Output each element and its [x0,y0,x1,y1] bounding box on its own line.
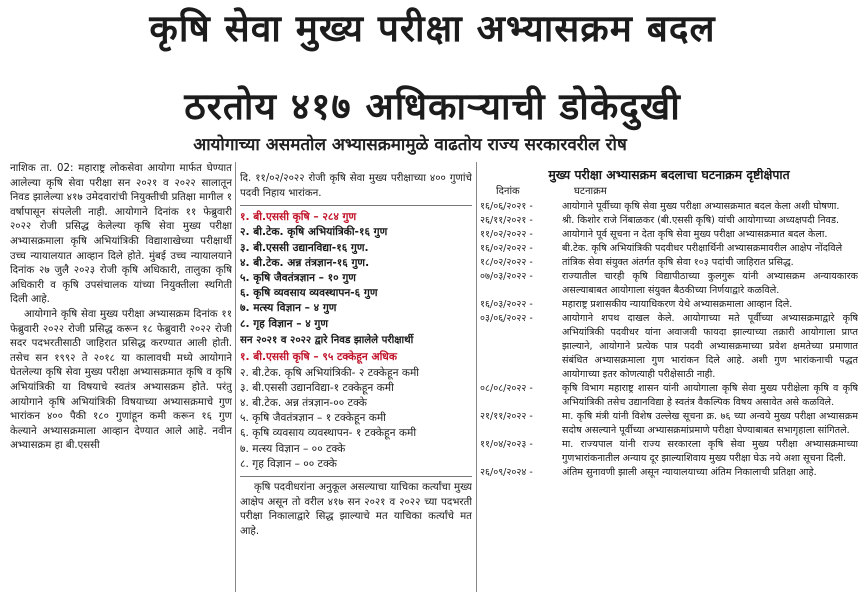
timeline-date: ०८/०८/२०२२ - [480,383,533,395]
weights-intro: दि. ११/०२/२०२२ रोजी कृषि सेवा मुख्य परीक्षाच्या ४०० गुणांचे पदवी निहाय भारांकन. [240,173,472,199]
timeline-event: राज्यातील चारही कृषि विद्यापीठाच्या कुलगुरू यांनी अभ्यासक्रम अन्यायकारक असल्याबाबत आयोगाला संयुक्त बैठकीच्या निर्णयाद्वारे कळविले. [562,271,858,297]
list-item: ६. कृषि व्यवसाय व्यवस्थापन-६ गुण [240,287,378,300]
column-divider [235,162,236,592]
column-divider [476,162,477,592]
timeline-date: १६/०२/२०२२ - [480,243,533,255]
timeline-entry [480,228,858,242]
weights-list [240,210,472,332]
timeline-event: आयोगाने पूर्व सूचना न देता कृषि सेवा मुख्य परीक्षा अभ्यासक्रमात बदल केला. [562,229,828,241]
timeline-event: मा. राज्यपाल यांनी राज्य सरकारला कृषि सेवा मुख्य परीक्षा अभ्यासक्रमाच्या गुणभारांकनातील अन्याय दूर झाल्याशिवाय मुख्य परीक्षा घेऊ नये अशा सूचना दिली. [562,439,858,465]
timeline-header-event: घटनाक्रम [574,185,607,197]
timeline-entry [480,410,858,438]
list-item: ७. मत्स्य विज्ञान – ४ गुण [240,302,337,315]
list-item: ८. गृह विज्ञान – ४ गुण [240,317,329,330]
timeline-entry [480,438,858,466]
timeline-date: ०३/०६/२०२२ - [480,313,533,325]
article-paragraph: कृषि पदवीधरांना अनुकूल असल्याचा याचिका कर्त्यांचा मुख्य आक्षेप असून तो वरील ४१७ सन २०२१ व २०२२ च्या पदभरती परीक्षा निकालाद्वारे सिद्ध झाल्याचे मत याचिका कर्त्यांचे मत आहे. [240,482,472,537]
timeline-event: तांत्रिक सेवा संयुक्त अंतर्गत कृषि सेवा १०३ पदांची जाहिरात प्रसिद्ध. [562,257,794,269]
timeline-event: मा. कृषि मंत्री यांनी विशेष उल्लेख सूचना क्र. ७६ च्या अन्वये मुख्य परीक्षा अभ्यासक्रम सदोष असल्याने पूर्वीच्या अभ्यासक्रमांप्रमाणे परीक्षा घेण्याबाबत सभागृहाला सांगितले. [562,411,858,437]
timeline-date: ११/०२/२०२२ - [480,229,533,241]
selected-heading: सन २०२१ व २०२२ द्वारे निवड झालेले परीक्षार्थी [240,334,414,346]
timeline-entry [480,200,858,214]
timeline-date: १६/०३/२०२२ - [480,299,533,311]
selected-list [240,350,472,472]
list-item: १. बी.एससी कृषि – २८४ गुण [240,211,357,224]
list-item: १. बी.एससी कृषि – ९५ टक्केहून अधिक [240,351,397,364]
list-item: ८. गृह विज्ञान – ०० टक्के [240,457,337,470]
list-item: ५. कृषि जैवतंत्रज्ञान – १० गुण [240,272,356,284]
timeline-event: अंतिम सुनावणी झाली असून न्यायालयाच्या अंतिम निकालाची प्रतिक्षा आहे. [562,467,817,479]
timeline-date: २६/११/२०२१ - [480,215,533,227]
timeline-entry [480,270,858,298]
list-item: ४. बी.टेक. अन्न तंत्रज्ञान-१६ गुण. [240,256,370,269]
divider [240,205,472,206]
headline-line-2: ठरतोय ४१७ अधिकाऱ्याची डोकेदुखी [184,85,681,128]
list-item: ४. बी.टेक. अन्न तंत्रज्ञान-०० टक्के [240,397,367,410]
timeline-date: १८/०२/२०२२ - [480,257,533,269]
timeline-header-date: दिनांक [496,185,520,197]
timeline-entry [480,214,858,228]
list-item: ३. बी.एससी उद्यानविद्या-१ टक्केहून कमी [240,381,394,394]
timeline-date: ०७/०३/२०२२ - [480,271,533,283]
timeline-entry [480,242,858,256]
timeline-event: महाराष्ट्र प्रशासकीय न्यायाधिकरण येथे अभ्यासक्रमाला आव्हान दिले. [562,299,793,311]
timeline-title: मुख्य परीक्षा अभ्यासक्रम बदलाचा घटनाक्रम दृष्टीक्षेपात [548,168,790,182]
list-item: २. बी.टेक. कृषि अभियांत्रिकी-१६ गुण [240,226,388,239]
list-item: ५. कृषि जैवतंत्रज्ञान – १ टक्केहून कमी [240,412,386,425]
timeline-date: २१/११/२०२२ - [480,411,533,423]
timeline-entry [480,466,858,480]
list-item: ३. बी.एससी उद्यानविद्या-१६ गुण. [240,241,369,254]
timeline-event: आयोगाने पूर्वीच्या कृषि सेवा मुख्य परीक्षा अभ्यासक्रमात बदल केला अशी घोषणा. [562,201,840,213]
article-paragraph: नाशिक ता. 02: महाराष्ट्र लोकसेवा आयोगा मार्फत घेण्यात आलेल्या कृषि सेवा परीक्षा सन २०२१ व २०२२ सालातून निवड झालेल्या ४१७ उमेदवारांची नियुक्तीची प्रतिक्षा मागील १ वर्षापासून संपलेली नाही. आयोगाने दिनांक ११ फेब्रुवारी २०२२ रोजी प्रसिद्ध केलेल्या कृषि सेवा मुख्य परीक्षा अभ्यासक्रमाला कृषि अभियांत्रिकी विद्याशाखेच्या परीक्षार्थी उच्च न्यायालयात आव्हान दिले होते. मुंबई उच्च न्यायालयाने दिनांक २७ जुलै २०२३ रोजी कृषि अधिकारी, तालुका कृषि अधिकारी व कृषि उपसंचालक यांच्या नियुक्तीला स्थगिती दिली आहे. [10,163,232,306]
timeline-list [480,200,858,480]
article-column-2 [240,172,472,592]
list-item: ६. कृषि व्यवसाय व्यवस्थापन- १ टक्केहून कमी [240,427,417,440]
timeline-header [480,185,858,200]
timeline-date: ११/०४/२०२३ - [480,439,533,451]
timeline-event: कृषि विभाग महाराष्ट्र शासन यांनी आयोगाला कृषि सेवा मुख्य परीक्षेला कृषि व कृषि अभियांत्रिकी तसेच उद्यानविद्या हे स्वतंत्र वैकल्पिक विषय असावेत असे कळविले. [562,383,858,409]
timeline-date: १६/०६/२०२१ - [480,201,533,213]
timeline-event: आयोगाने शपथ दाखल केले. आयोगाच्या मते पूर्वीच्या अभ्यासक्रमाद्वारे कृषि अभियांत्रिकी पदवीधर यांना अवाजवी फायदा झाल्याच्या तक्रारी आयोगाला प्राप्त झाल्याने, आयोगाने प्रत्येक पात्र पदवी अभ्यासक्रमाच्या प्रवेश क्षमतेच्या प्रमाणात संबंधित अभ्यासक्रमाला गुण भारांकन दिले आहे. अशी गुण भारांकनाची पद्धत आयोगाच्या इतर कोणत्याही परीक्षेसाठी नाही. [562,313,858,381]
list-item: २. बी.टेक. कृषि अभियांत्रिकी- २ टक्केहून कमी [240,366,420,379]
article-column-1 [10,162,232,592]
timeline-event: बी.टेक. कृषि अभियांत्रिकी पदवीधर परीक्षार्थिनी अभ्यासक्रमावरील आक्षेप नोंदविले [562,243,843,255]
timeline-column [480,168,858,594]
list-item: ७. मत्स्य विज्ञान – ०० टक्के [240,442,346,455]
timeline-event: श्री. किशोर राजे निंबाळकर (बी.एससी कृषि) यांची आयोगाच्या अध्यक्षपदी निवड. [562,215,840,227]
timeline-entry [480,298,858,312]
timeline-entry [480,382,858,410]
divider [240,476,472,477]
headline-line-1: कृषि सेवा मुख्य परीक्षा अभ्यासक्रम बदल [149,7,716,50]
timeline-entry [480,256,858,270]
subheading: आयोगाच्या असमतोल अभ्यासक्रमामुळे वाढतोय राज्य सरकारवरील रोष [193,135,627,155]
timeline-date: २६/०९/२०२४ - [480,467,533,479]
article-paragraph: आयोगाने कृषि सेवा मुख्य परीक्षा अभ्यासक्रम दिनांक ११ फेब्रुवारी २०२२ रोजी प्रसिद्ध करून १८ फेब्रुवारी २०२२ रोजी सदर पदभरतीसाठी जाहिरात प्रसिद्ध करण्यात आली होती. तसेच सन १९९२ ते २०१८ या कालावधी मध्ये आयोगाने घेतलेल्या कृषि सेवा मुख्य परीक्षा अभ्यासक्रमात कृषि व कृषि अभियांत्रिकी या विषयाचे स्वतंत्र अभ्यासक्रम होते. परंतु आयोगाने कृषि अभियांत्रिकी विषयाच्या अभ्यासक्रमाचे गुण भारांकन ४०० पैकी १८० गुणांहून कमी करून १६ गुण केल्याने अभ्यासक्रमाला आव्हान देण्यात आले आहे. नवीन अभ्यासक्रम हा बी.एससी [10,308,232,452]
timeline-entry [480,312,858,382]
